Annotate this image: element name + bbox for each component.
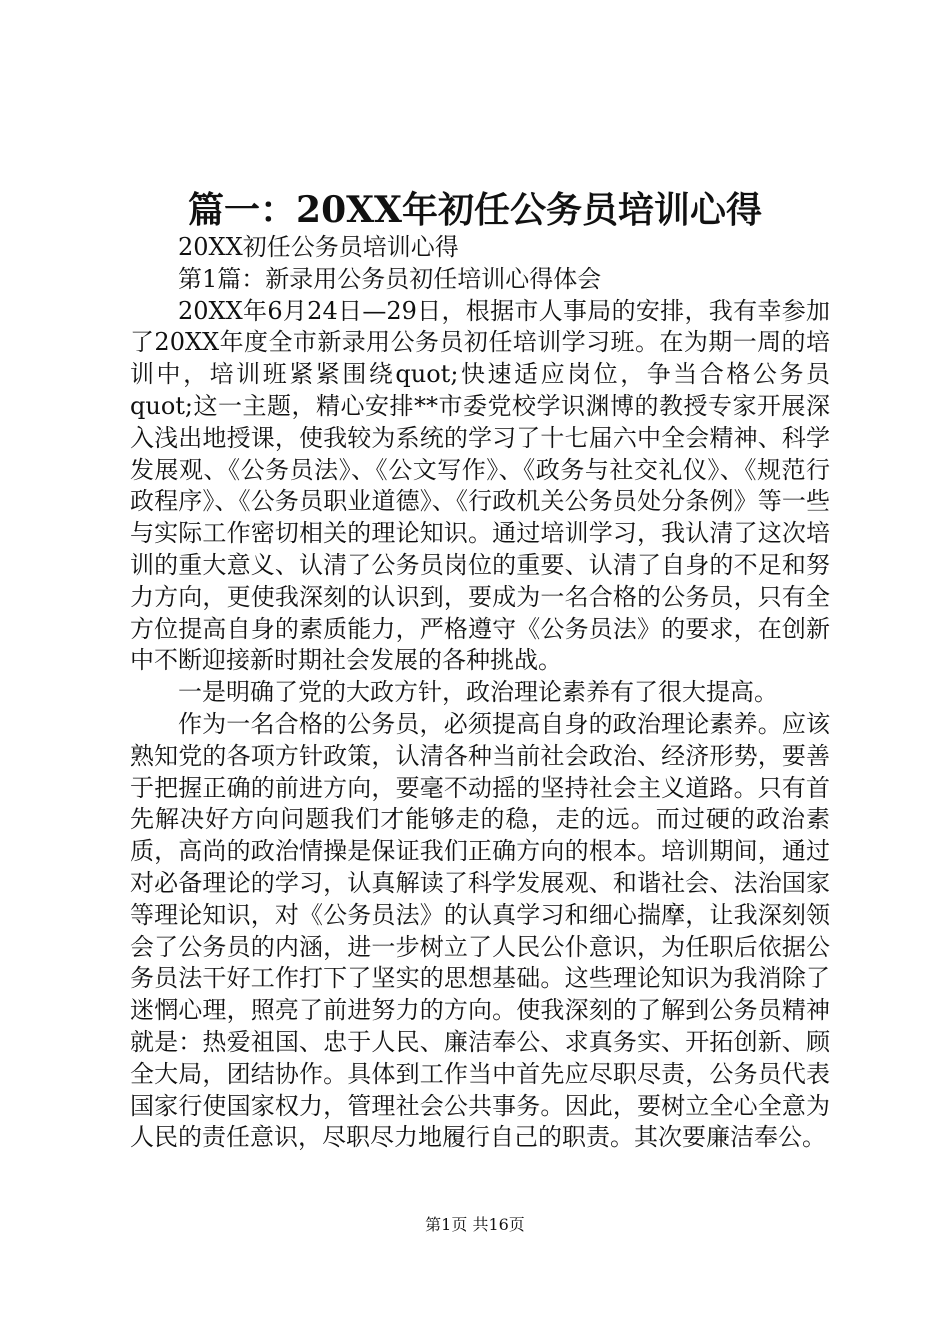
paragraph-subheading: 第1篇：新录用公务员初任培训心得体会	[178, 264, 602, 293]
paragraph-point-one: 一是明确了党的大政方针，政治理论素养有了很大提高。	[178, 678, 778, 707]
page-footer: 第1页 共16页	[425, 1215, 525, 1234]
paragraph-heading: 20XX初任公务员培训心得	[178, 233, 459, 261]
paragraph-intro: 20XX年6月24日—29日，根据市人事局的安排，我有幸参加了20XX年度全市新录用公务员初任培训学习班。在为期一周的培训中，培训班紧紧围绕quot;快速适应岗位，争当合格公务员quot;这一主题，精心安排**市委党校学识渊博的教授专家开展深入浅出地授课，使我较为系统的学习了十七届六中全会精神、科学发展观、《公务员法》、《公文写作》、《政务与社交礼仪》、《规范行政程序》、《公务员职业道德》、《行政机关公务员处分条例》等一些与实际工作密切相关的理论知识。通过培训学习，我认清了这次培训的重大意义、认清了公务员岗位的重要、认清了自身的不足和努力方向，更使我深刻的认识到，要成为一名合格的公务员，只有全方位提高自身的素质能力，严格遵守《公务员法》的要求，在创新中不断迎接新时期社会发展的各种挑战。	[130, 296, 830, 675]
paragraph-point-one-body: 作为一名合格的公务员，必须提高自身的政治理论素养。应该熟知党的各项方针政策，认清各种当前社会政治、经济形势，要善于把握正确的前进方向，要毫不动摇的坚持社会主义道路。只有首先解决好方向问题我们才能够走的稳，走的远。而过硬的政治素质，高尚的政治情操是保证我们正确方向的根本。培训期间，通过对必备理论的学习，认真解读了科学发展观、和谐社会、法治国家等理论知识，对《公务员法》的认真学习和细心揣摩，让我深刻领会了公务员的内涵，进一步树立了人民公仆意识，为任职后依据公务员法干好工作打下了坚实的思想基础。这些理论知识为我消除了迷惘心理，照亮了前进努力的方向。使我深刻的了解到公务员精神就是：热爱祖国、忠于人民、廉洁奉公、求真务实、开拓创新、顾全大局，团结协作。具体到工作当中首先应尽职尽责，公务员代表国家行使国家权力，管理社会公共事务。因此，要树立全心全意为人民的责任意识，尽职尽力地履行自己的职责。其次要廉洁奉公。	[130, 709, 830, 1152]
document-body	[130, 232, 830, 1154]
document-title: 篇一：20XX年初任公务员培训心得	[188, 189, 762, 231]
